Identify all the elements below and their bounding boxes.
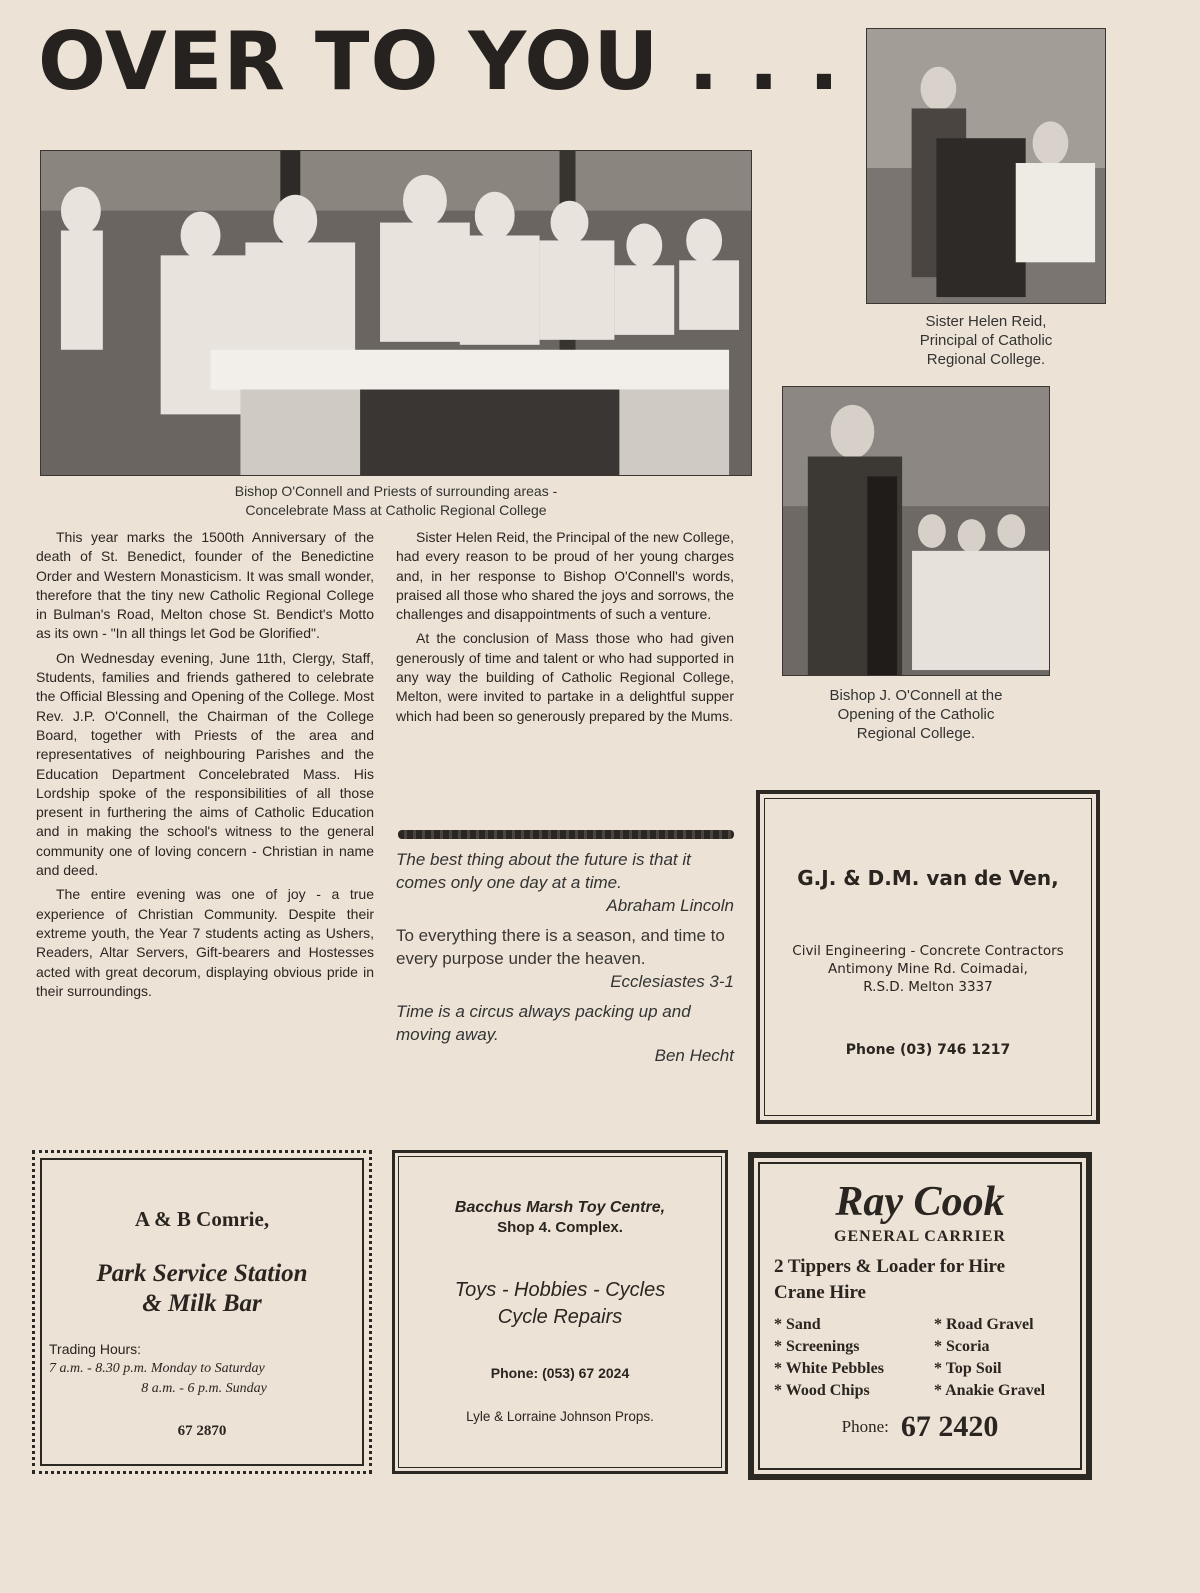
ad-item: * Sand (774, 1316, 821, 1333)
quote-text: To everything there is a season, and time to every purpose under the heaven. (396, 926, 725, 968)
ad-van-de-ven (756, 790, 1100, 1124)
article-paragraph: At the conclusion of Mass those who had given generously of time and talent or who had supported in any way the building of Catholic Regional College, Melton, were invited to partake in a delightful supper which had been so generously prepared by the Mums. (396, 630, 734, 724)
caption-line: Bishop J. O'Connell at the (829, 687, 1003, 704)
ad-phone: 67 2420 (900, 1410, 999, 1443)
ad-line: 7 a.m. - 8.30 p.m. Monday to Saturday (49, 1361, 265, 1376)
quote-author: Ecclesiastes 3-1 (610, 972, 734, 991)
ad-phone: Phone: (053) 67 2024 (490, 1365, 630, 1381)
ad-line: Civil Engineering - Concrete Contractors (792, 943, 1064, 959)
ad-services (395, 1277, 725, 1331)
caption-line: Sister Helen Reid, (925, 313, 1047, 330)
decorative-rule (398, 830, 734, 839)
article-paragraph: Sister Helen Reid, the Principal of the new College, had every reason to be proud of her young charges and, in her response to Bishop O'Connell's words, praised all those who shared the joys and sorrows, the challenges and disappointments of such a venture. (396, 529, 734, 623)
caption-line: Opening of the Catholic (837, 706, 995, 723)
ad-line: 8 a.m. - 6 p.m. Sunday (141, 1381, 267, 1396)
sister-photo-caption (866, 312, 1106, 369)
mass-photo (40, 150, 752, 476)
ad-business-name: Ray Cook (835, 1179, 1005, 1225)
ad-line: R.S.D. Melton 3337 (863, 979, 993, 995)
quote-author: Ben Hecht (654, 1046, 734, 1065)
ad-line: & Milk Bar (142, 1290, 262, 1317)
caption-line: Concelebrate Mass at Catholic Regional College (245, 502, 547, 518)
ad-business-name: A & B Comrie, (134, 1207, 270, 1231)
caption-line: Regional College. (926, 351, 1046, 368)
bishop-photo (782, 386, 1050, 676)
ad-toy-centre (392, 1150, 728, 1474)
ad-subtitle: GENERAL CARRIER (834, 1228, 1006, 1245)
ad-phone: Phone (03) 746 1217 (845, 1042, 1011, 1058)
ad-phone-label: Phone: (841, 1417, 889, 1436)
ad-comrie (32, 1150, 372, 1474)
ad-item: * Wood Chips (774, 1382, 870, 1399)
ad-item: * Scoria (934, 1338, 990, 1355)
ad-business-title (35, 1259, 369, 1319)
ad-item: * White Pebbles (774, 1360, 884, 1377)
ad-line: 2 Tippers & Loader for Hire (774, 1256, 1005, 1277)
ad-ray-cook (748, 1152, 1092, 1480)
ad-business-name: G.J. & D.M. van de Ven, (797, 866, 1059, 890)
ad-line: Antimony Mine Rd. Coimadai, (828, 961, 1028, 977)
quotes-block (396, 848, 734, 1066)
quote-text: Time is a circus always packing up and moving away. (396, 1002, 691, 1044)
ad-item: * Road Gravel (934, 1316, 1034, 1333)
ad-phone: 67 2870 (177, 1423, 227, 1439)
article-paragraph: On Wednesday evening, June 11th, Clergy, Staff, Students, families and friends gathered to celebrate the Official Blessing and Opening of the College. Most Rev. J.P. O'Connell, the Chairman of the College Board, together with Priests of the area and representatives of neighbouring Parishes and the Education Department Concelebrated Mass. His Lordship spoke of the responsibilities of all those present in furthering the aims of Catholic Education and in making the school's witness to the general community one of loving concern - Christian in name and deed. (36, 649, 374, 879)
sister-photo (866, 28, 1106, 304)
quote-text: The best thing about the future is that it comes only one day at a time. (396, 850, 691, 892)
article-paragraph: The entire evening was one of joy - a true experience of Christian Community. Despite their extreme youth, the Year 7 students acting as Ushers, Readers, Altar Servers, Gift-bearers and Hostesses acted with great decorum, displaying obvious pride in their surroundings. (36, 886, 374, 999)
ad-phone-row (754, 1410, 1086, 1444)
ad-hours (49, 1339, 359, 1399)
article-column-1 (36, 528, 374, 1006)
mass-photo-caption (40, 482, 752, 520)
ad-address: Shop 4. Complex. (497, 1219, 623, 1236)
ad-business-name: Bacchus Marsh Toy Centre, (454, 1199, 666, 1216)
ad-props: Lyle & Lorraine Johnson Props. (466, 1409, 654, 1424)
quote-author: Abraham Lincoln (606, 896, 734, 915)
page-headline: OVER TO YOU . . . (38, 15, 841, 108)
ad-line: Crane Hire (774, 1282, 866, 1303)
caption-line: Principal of Catholic (919, 332, 1053, 349)
article-column-2 (396, 528, 734, 731)
ad-item: * Anakie Gravel (934, 1382, 1046, 1399)
caption-line: Bishop O'Connell and Priests of surrounding areas - (234, 483, 558, 499)
ad-address (760, 942, 1096, 996)
caption-line: Regional College. (856, 725, 976, 742)
bishop-photo-caption (782, 686, 1050, 743)
ad-line: Park Service Station (96, 1260, 308, 1287)
ad-items-left (774, 1314, 934, 1402)
ad-items-right (934, 1314, 1084, 1402)
ad-item: * Top Soil (934, 1360, 1002, 1377)
ad-line: Toys - Hobbies - Cycles (454, 1279, 666, 1301)
ad-line: Cycle Repairs (497, 1306, 623, 1328)
ad-item: * Screenings (774, 1338, 860, 1355)
ad-line: Trading Hours: (49, 1341, 142, 1357)
article-paragraph: This year marks the 1500th Anniversary of the death of St. Benedict, founder of the Benedictine Order and Western Monasticism. It was small wonder, therefore that the tiny new Catholic Regional College in Bulman's Road, Melton chose St. Bendict's Motto as its own - "In all things let God be Glorified". (36, 529, 374, 642)
